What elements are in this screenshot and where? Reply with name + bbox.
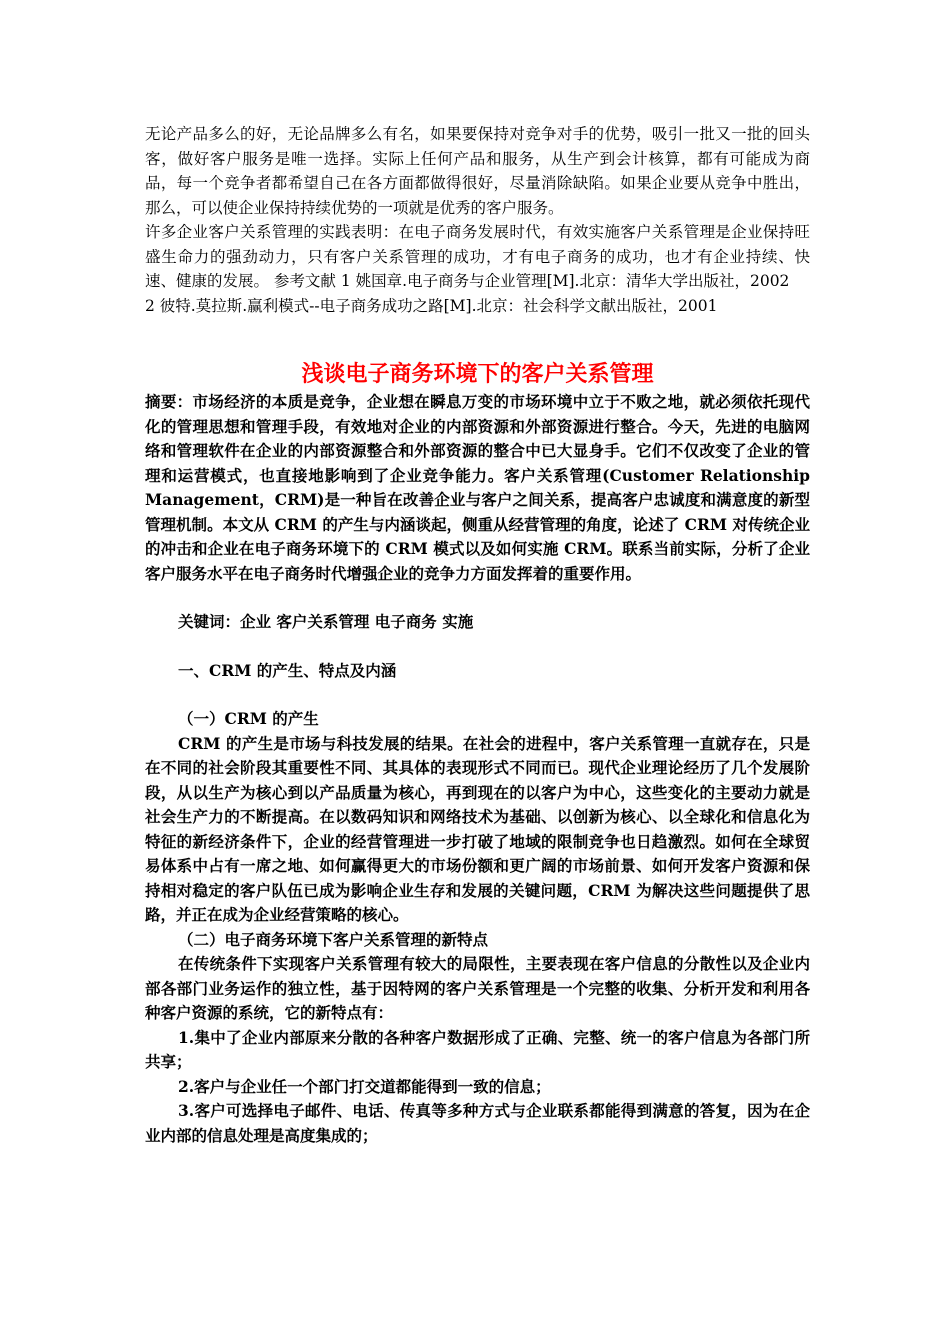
feature-point-1: 1.集中了企业内部原来分散的各种客户数据形成了正确、完整、统一的客户信息为各部门所共享； [145, 1027, 810, 1071]
intro-paragraph-2: 许多企业客户关系管理的实践表明：在电子商务发展时代，有效实施客户关系管理是企业保持旺盛生命力的强劲动力，只有客户关系管理的成功，才有电子商务的成功，也才有企业持续、快速、健康的发展。 参考文献 1 姚国章.电子商务与企业管理[M].北京：清华大学出版社，2002 [145, 223, 810, 290]
subsection-1-paragraph: CRM 的产生是市场与科技发展的结果。在社会的进程中，客户关系管理一直就存在，只是在不同的社会阶段其重要性不同、其具体的表现形式不同而已。现代企业理论经历了几个发展阶段，从以生产为核心到以产品质量为核心，再到现在的以客户为中心，这些变化的主要动力就是社会生产力的不断提高。在以数码知识和网络技术为基础、以创新为核心、以全球化和信息化为特征的新经济条件下，企业的经营管理进一步打破了地域的限制竞争也日趋激烈。如何在全球贸易体系中占有一席之地、如何赢得更大的市场份额和更广阔的市场前景、如何开发客户资源和保持相对稳定的客户队伍已成为影响企业生存和发展的关键问题，CRM 为解决这些问题提供了思路，并正在成为企业经营策略的核心。 [145, 733, 810, 924]
intro-paragraph-1: 无论产品多么的好，无论品牌多么有名，如果要保持对竞争对手的优势，吸引一批又一批的回头客，做好客户服务是唯一选择。实际上任何产品和服务，从生产到会计核算，都有可能成为商品，每一个竞争者都希望自己在各方面都做得很好，尽量消除缺陷。如果企业要从竞争中胜出，那么，可以使企业保持持续优势的一项就是优秀的客户服务。 [145, 125, 810, 217]
subsection-heading-1: （一）CRM 的产生 [178, 709, 319, 728]
document-page [145, 122, 810, 1148]
intro-paragraph-3: 2 彼特.莫拉斯.赢利模式--电子商务成功之路[M].北京：社会科学文献出版社，2001 [145, 296, 718, 315]
article-title: 浅谈电子商务环境下的客户关系管理 [301, 361, 654, 387]
section-heading-1: 一、CRM 的产生、特点及内涵 [178, 660, 397, 680]
intro-section [145, 122, 810, 318]
feature-point-2: 2.客户与企业任一个部门打交道都能得到一致的信息； [178, 1076, 551, 1096]
keywords-line: 关键词：企业 客户关系管理 电子商务 实施 [178, 612, 474, 631]
feature-point-3: 3.客户可选择电子邮件、电话、传真等多种方式与企业联系都能得到满意的答复，因为在企业内部的信息处理是高度集成的； [145, 1101, 810, 1145]
abstract-paragraph: 摘要：市场经济的本质是竞争，企业想在瞬息万变的市场环境中立于不败之地，就必须依托现代化的管理思想和管理手段，有效地对企业的内部资源和外部资源进行整合。今天，先进的电脑网络和管理软件在企业的内部资源整合和外部资源的整合中已大显身手。它们不仅改变了企业的管理和运营模式，也直接地影响到了企业竞争能力。客户关系管理(Customer Relationship Management，CRM)是一种旨在改善企业与客户之间关系，提高客户忠诚度和满意度的新型管理机制。本文从 CRM 的产生与内涵谈起，侧重从经营管理的角度，论述了 CRM 对传统企业的冲击和企业在电子商务环境下的 CRM 模式以及如何实施 CRM。联系当前实际，分析了企业客户服务水平在电子商务时代增强企业的竞争力方面发挥着的重要作用。 [145, 392, 810, 583]
subsection-heading-2: （二）电子商务环境下客户关系管理的新特点 [178, 929, 489, 949]
article-body [145, 610, 810, 1148]
subsection-2-paragraph: 在传统条件下实现客户关系管理有较大的局限性，主要表现在客户信息的分散性以及企业内部各部门业务运作的独立性，基于因特网的客户关系管理是一个完整的收集、分析开发和利用各种客户资源的系统，它的新特点有： [145, 954, 810, 1022]
